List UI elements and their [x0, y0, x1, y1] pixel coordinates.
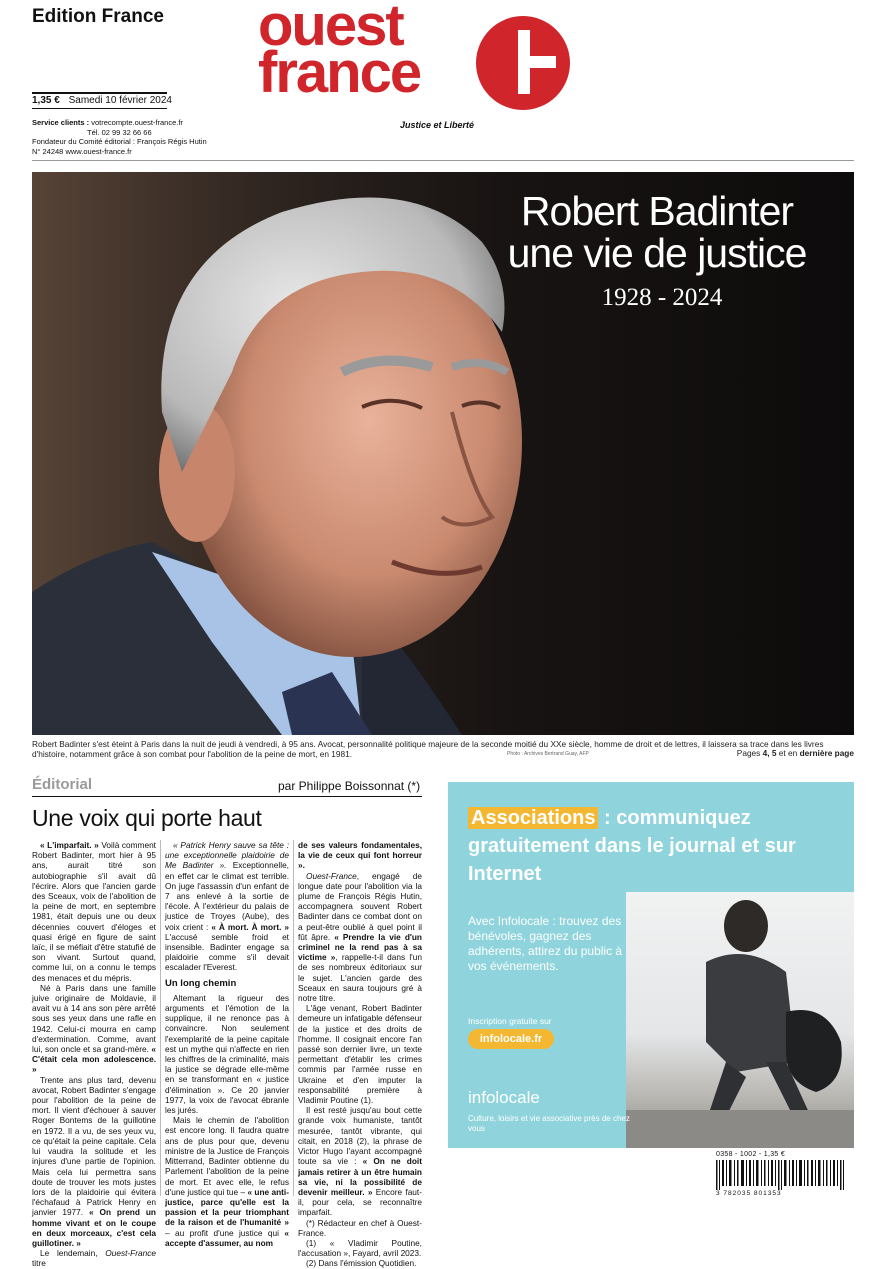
pages-reference[interactable]: [737, 748, 854, 758]
editorial-column-3: de ses valeurs fondamentales, la vie de ceux qui font horreur ». Ouest-France, engagé de longue date pour l'abolition via la plume de François Régis Hutin, accompagnera souvent Robert Badinter dans ce combat dont on a peut-être oublié à quel point il fût âpre. « Prendre la vie d'un criminel ne la rend pas à sa victime », rappelle-t-il dans l'un de ses nombreux éditoriaux sur le sujet. L'ancien garde des Sceaux en saura toujours gré à notre titre. L'âge venant, Robert Badinter demeure un infatigable défenseur de la justice et des droits de l'homme. Il cosignait encore l'an passé son dernier livre, un texte permettant d'établir les crimes commis par l'armée russe en Ukraine et d'en imputer la responsabilité première à Vladimir Poutine (1). Il est resté jusqu'au bout cette grande voix humaniste, tantôt mesurée, tantôt vibrante, qui citait, en 2018 (2), la phrase de Victor Hugo l'ayant accompagné toute sa vie : « On ne doit jamais retirer à un être humain sa vie, ni la possibilité de devenir meilleur. » Encore faut-il, pour cela, se reconnaître imparfait. (*) Rédacteur en chef à Ouest-France. (1) « Vladimir Poutine, l'accusation », Fayard, avril 2023. (2) Dans l'émission Quotidien.: [298, 840, 423, 1269]
divider: [32, 108, 167, 109]
ad-tagline: Culture, loisirs et vie associative près de chez vous: [468, 1114, 630, 1133]
editorial-subhead: Un long chemin: [165, 977, 237, 989]
divider: [32, 796, 422, 797]
section-label: Éditorial: [32, 776, 93, 793]
barcode-number: 3 782035 801353: [716, 1190, 782, 1197]
pages-last: dernière page: [799, 748, 854, 758]
photo-credit: Photo : Archives Bertrand Guay, AFP: [507, 751, 589, 757]
ad-inscription: Inscription gratuite sur: [468, 1016, 552, 1026]
editorial-column-2: « Patrick Henry sauve sa tête : une exceptionnelle plaidoirie de Me Badinter ». Exceptionnelle, en effet car le climat est terrible. On juge l'assassin d'un enfant de 7 ans enlevé à la sortie de l'école. À l'extérieur du palais de justice de Troyes (Aube), des voix crient : « À mort. À mort. » L'accusé semble froid et insensible. Badinter engage sa plaidoirie comme s'il devait escalader l'Everest. Un long chemin Altemant la rigueur des arguments et l'émotion de la supplique, il ne renonce pas à convaincre. Non seulement l'exemplarité de la peine capitale est un mythe qui n'affecte en rien les chiffres de la criminalité, mais la justice se dégrade elle-même en se transformant en « justice d'élimination ». Ce 20 janvier 1977, la voix de l'avocat ébranle les jurés. Mais le chemin de l'abolition est encore long. Il faudra quatre ans de plus pour que, devenu ministre de la Justice de François Mitterrand, Badinter obtienne du Parlement l'abolition de la peine de mort. Et avec elle, le refus d'une justice qui tue – « une anti-justice, parce qu'elle est la passion et la peur triomphant de la raison et de l'humanité » – au profit d'une justice qui « accepte d'assumer, au nom: [165, 840, 289, 1248]
service-info: [32, 118, 242, 156]
barcode-label: 0358 - 1002 - 1,35 €: [716, 1151, 786, 1158]
photo-caption: Robert Badinter s'est éteint à Paris dans la nuit de jeudi à vendredi, à 95 ans. Avocat, personnalité politique majeure de la seconde moitié du XXe siècle, homme de droit et de lettres, il laissera sa trace dans les livres d'histoire, notamment grâce à son combat pour l'abolition de la peine de mort, en 1981.: [32, 739, 824, 759]
divider: [32, 160, 854, 161]
hero-title-line-1: Robert Badinter: [520, 188, 794, 234]
founder-line: Fondateur du Comité éditorial : François Régis Hutin: [32, 137, 207, 146]
ad-highlight: Associations: [468, 807, 598, 829]
service-label: Service clients :: [32, 118, 90, 127]
editorial-title[interactable]: Une voix qui porte haut: [32, 805, 262, 831]
editorial-author: par Philippe Boissonnat (*): [278, 779, 421, 793]
newspaper-motto: Justice et Liberté: [400, 120, 475, 130]
infolocale-ad[interactable]: [448, 782, 854, 1148]
pages-mid: et en: [778, 748, 798, 758]
edition-label: Edition France: [32, 6, 164, 27]
divider: [32, 92, 167, 94]
logo-line-1: ouest: [258, 0, 403, 58]
pages-prefix: Pages: [736, 748, 761, 758]
ad-brand-logo: infolocale: [468, 1088, 540, 1107]
service-tel: Tél. 02 99 32 66 66: [87, 127, 152, 137]
ad-title: [468, 804, 848, 888]
ad-title-rest: : communiquez gratuitement dans le journal et sur Internet: [468, 807, 796, 885]
issue-number: N° 24248 www.ouest-france.fr: [32, 146, 132, 156]
hero-years: 1928 - 2024: [601, 284, 723, 311]
pages-numbers: 4, 5: [762, 748, 777, 758]
hero-headline: [472, 190, 842, 274]
volunteer-illustration: [626, 892, 854, 1148]
service-web[interactable]: votrecompte.ouest-france.fr: [91, 118, 183, 127]
issue-date: Samedi 10 février 2024: [68, 95, 172, 106]
infolocale-link-button[interactable]: infolocale.fr: [468, 1029, 554, 1049]
column-divider: [293, 840, 294, 1196]
ad-photo: [626, 892, 854, 1148]
newspaper-logo[interactable]: [258, 0, 421, 105]
hero-title-line-2: une vie de justice: [507, 230, 807, 276]
price-date-line: [32, 95, 172, 106]
column-divider: [160, 840, 161, 1196]
barcode-icon: [716, 1160, 854, 1190]
editorial-column-1: « L'imparfait. » Voilà comment Robert Badinter, mort hier à 95 ans, aurait titré son autobiographie s'il avait dû l'écrire. Alors que l'ancien garde des Sceaux, voix de l'abolition de la peine de mort, en septembre 1981, était depuis une ou deux décennies couvert d'éloges et quasi érigé en figure de saint laïc, il se méfiait d'être statufié de son vivant. Surtout quand, comme lui, on a connu le temps des menaces et du mépris. Né à Paris dans une famille juive originaire de Moldavie, il avait vu à 14 ans son père arrêté sous ses yeux dans une rafle en 1942. Celui-ci mourra en camp d'extermination. Comme, avant lui, son oncle et sa grand-mère. « C'était cela mon adolescence. » Trente ans plus tard, devenu avocat, Robert Badinter s'engage pour l'abolition de la peine de mort. Il vient d'échouer à sauver Roger Bontems de la guillotine en 1972. Il a vu, de ses yeux vu, ce qu'était la peine capitale. Cela lui vaudra la solitude et les injures d'une partie de l'opinion. Mais cela lui permettra sans doute de trouver les mots justes lors de la plaidoirie qui évitera l'échafaud à Patrick Henry en janvier 1977. « On prend un homme vivant et on le coupe en deux morceaux, c'est cela guillotiner. » Le lendemain, Ouest-France titre: [32, 840, 156, 1269]
price: 1,35 €: [32, 95, 60, 106]
ad-body: Avec Infolocale : trouvez des bénévoles, gagnez des adhérents, attirez du public à vos événements.: [468, 914, 623, 973]
hero-photo: [32, 172, 854, 735]
logo-emblem-icon: [476, 16, 570, 110]
logo-line-2: france: [258, 40, 421, 105]
